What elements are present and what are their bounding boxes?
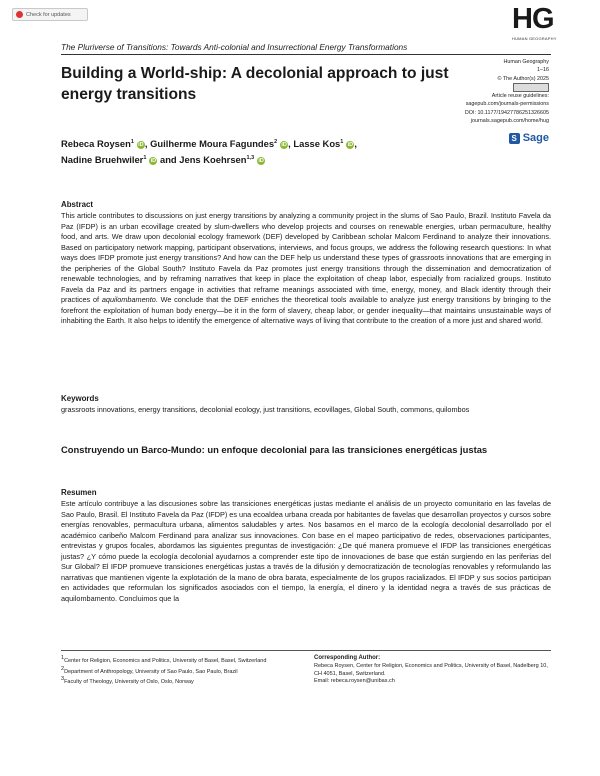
reuse-label: Article reuse guidelines: [491, 93, 549, 100]
journal-url[interactable]: journals.sagepub.com/home/hug [470, 118, 549, 124]
header-divider [61, 54, 551, 55]
reuse-link[interactable]: sagepub.com/journals-permissions [465, 101, 549, 108]
check-for-updates-badge[interactable] [12, 8, 88, 21]
author-name: Nadine Bruehwiler [61, 154, 144, 166]
journal-logo: HG [512, 3, 554, 35]
check-updates-label: Check for updates [26, 11, 71, 18]
corresponding-author [314, 655, 551, 686]
abstract-heading: Abstract [61, 200, 94, 209]
check-updates-icon [16, 11, 23, 18]
affiliation-2: Department of Anthropology, University of Sao Paulo, Sao Paulo, Brazil [64, 668, 238, 675]
orcid-icon[interactable]: iD [258, 157, 264, 164]
resumen-heading: Resumen [61, 488, 97, 497]
doi[interactable]: DOI: 10.1177/19427786251326605 [464, 109, 549, 116]
corresponding-address: Rebeca Roysen, Center for Religion, Economics and Politics, University of Basel, Nadelberg 10, CH 4051, Basel, Switzerland. [314, 662, 548, 677]
affiliation-1: Center for Religion, Economics and Politics, University of Basel, Basel, Switzerland [64, 657, 267, 664]
author-name: Guilherme Moura Fagundes [150, 138, 275, 150]
page-range: 1–16 [537, 67, 549, 74]
author-name: Lasse Kos [293, 138, 341, 150]
journal-logo-subtitle: HUMAN GEOGRAPHY [512, 36, 557, 41]
journal-name: Human Geography [503, 59, 549, 65]
affiliations: $^1$Center for Religion, Economics and Politics, University of Basel, Basel, Switzerland $^2$Department of Anthropology, University of Sao Paulo, Sao Paulo, Brazil $^3$Faculty of Theology, University of Oslo, Oslo, Norway [61, 655, 267, 686]
orcid-icon[interactable]: iD [347, 141, 354, 148]
spanish-title: Construyendo un Barco-Mundo: un enfoque decolonial para las transiciones energéticas justas [61, 444, 488, 455]
abstract-text: This article contributes to discussions on just energy transitions by analyzing a community project in the slums of Sao Paulo, Brazil. Instituto Favela da Paz (IFDP) is an urban ecovillage created by slum-dwellers who develop projects and courses on renewable energies, urban permaculture, healthy food, and arts. We draw upon decolonial ecology framework (DEF) developed by Caribbean scholar Malcom Ferdinand to analyze their innovations. Based on participatory network mapping, participant observations, interviews, and focus groups, we address the following research questions: In what ways does IFDP promote just energy transitions? And how can the DEF help us understand these types of grassroots innovations that are emerging in the peripheries of the Global South? Instituto Favela da Paz promotes just energy transitions through the dissemination and democratization of renewable technologies, and by reframing narratives that keep in place the exploitation of cheap labor, especially from racialized groups. Instituto Favela da Paz and its partners engage in activities that reframe meanings associated with time, energy, money, and Black identity through their practices of aquilombamento. We conclude that the DEF enriches the theoretical tools available to analyze just energy transitions by bringing to the forefront the exploitation of human body energy—be it in the form of slavery, cheap labor, or gender inequality—that maintains unsustainable ways of inhabiting the Earth. It also helps to identify the emergence of alternative ways of living that contribute to the creation of a more just and shared world. [61, 211, 551, 325]
corresponding-heading: Corresponding Author: [314, 655, 381, 661]
orcid-icon[interactable]: iD [281, 141, 287, 148]
sage-logo [509, 132, 549, 144]
sage-wordmark: Sage [522, 132, 549, 144]
special-issue-line: The Pluriverse of Transitions: Towards Anti-colonial and Insurrectional Energy Transformations [61, 42, 408, 52]
resumen-text: Este artículo contribuye a las discusiones sobre las transiciones energéticas justas mediante el análisis de un proyecto comunitario en las favelas de Sao Paulo, Brasil. El Instituto Favela da Paz (IFDP) es una ecoaldea urbana creada por habitantes de favelas que desarrollan proyectos y cursos sobre energías renovables, permacultura urbana, alimentos saludables y artes. Nos basamos en el marco de la ecología decolonial desarrollado por el académico caribeño Malcom Ferdinand para analizar sus innovaciones. Con base en el mapeo participativo de redes, observaciones participantes, entrevistas y grupos focales, abordamos las siguientes preguntas de investigación: ¿De qué manera promueve el IFDP las transiciones energéticas justas? ¿Y cómo puede la ecología decolonial ayudarnos a comprender este tipo de innovaciones de base que están surgiendo en las periferias del Sur Global? El IFDP promueve transiciones energéticas justas a través de la difusión y democratización de tecnologías renovables y reformulando las narrativas que mantienen vigente la explotación de la mano de obra barata, especialmente de los grupos racializados. El IFDP y sus socios participan en actividades que reformulan los significados asociados con el tiempo, la energía, el dinero y la identidad negra a través de sus prácticas de aquilombamento. Concluimos que la [61, 499, 551, 603]
author-list: Rebeca Roysen$^1$ iD, Guilherme Moura Fagundes$^2$ iD, Lasse Kos$^1$ iD, Nadine Bruehwiler$^1$ iD and Jens Koehrsen$^{1,3}$ iD [61, 138, 357, 166]
copyright: © The Author(s) 2025 [497, 75, 549, 82]
keywords-text: grassroots innovations, energy transitions, decolonial ecology, just transitions, ecovillages, Global South, commons, quilombos [61, 405, 470, 414]
affiliation-3: Faculty of Theology, University of Oslo, Oslo, Norway [64, 679, 194, 686]
article-title: Building a World-ship: A decolonial approach to just energy transitions [61, 65, 449, 103]
corresponding-email[interactable]: Email: rebeca.roysen@unibas.ch [314, 678, 395, 685]
footnote-divider [61, 650, 551, 651]
orcid-icon[interactable]: iD [150, 157, 157, 164]
cc-license-icon [513, 83, 549, 92]
sage-icon: S [509, 133, 520, 144]
article-metadata [419, 58, 549, 125]
author-name: Jens Koehrsen [179, 154, 247, 166]
orcid-icon[interactable]: iD [138, 141, 144, 148]
keywords-heading: Keywords [61, 394, 99, 403]
author-name: Rebeca Roysen [61, 138, 131, 150]
